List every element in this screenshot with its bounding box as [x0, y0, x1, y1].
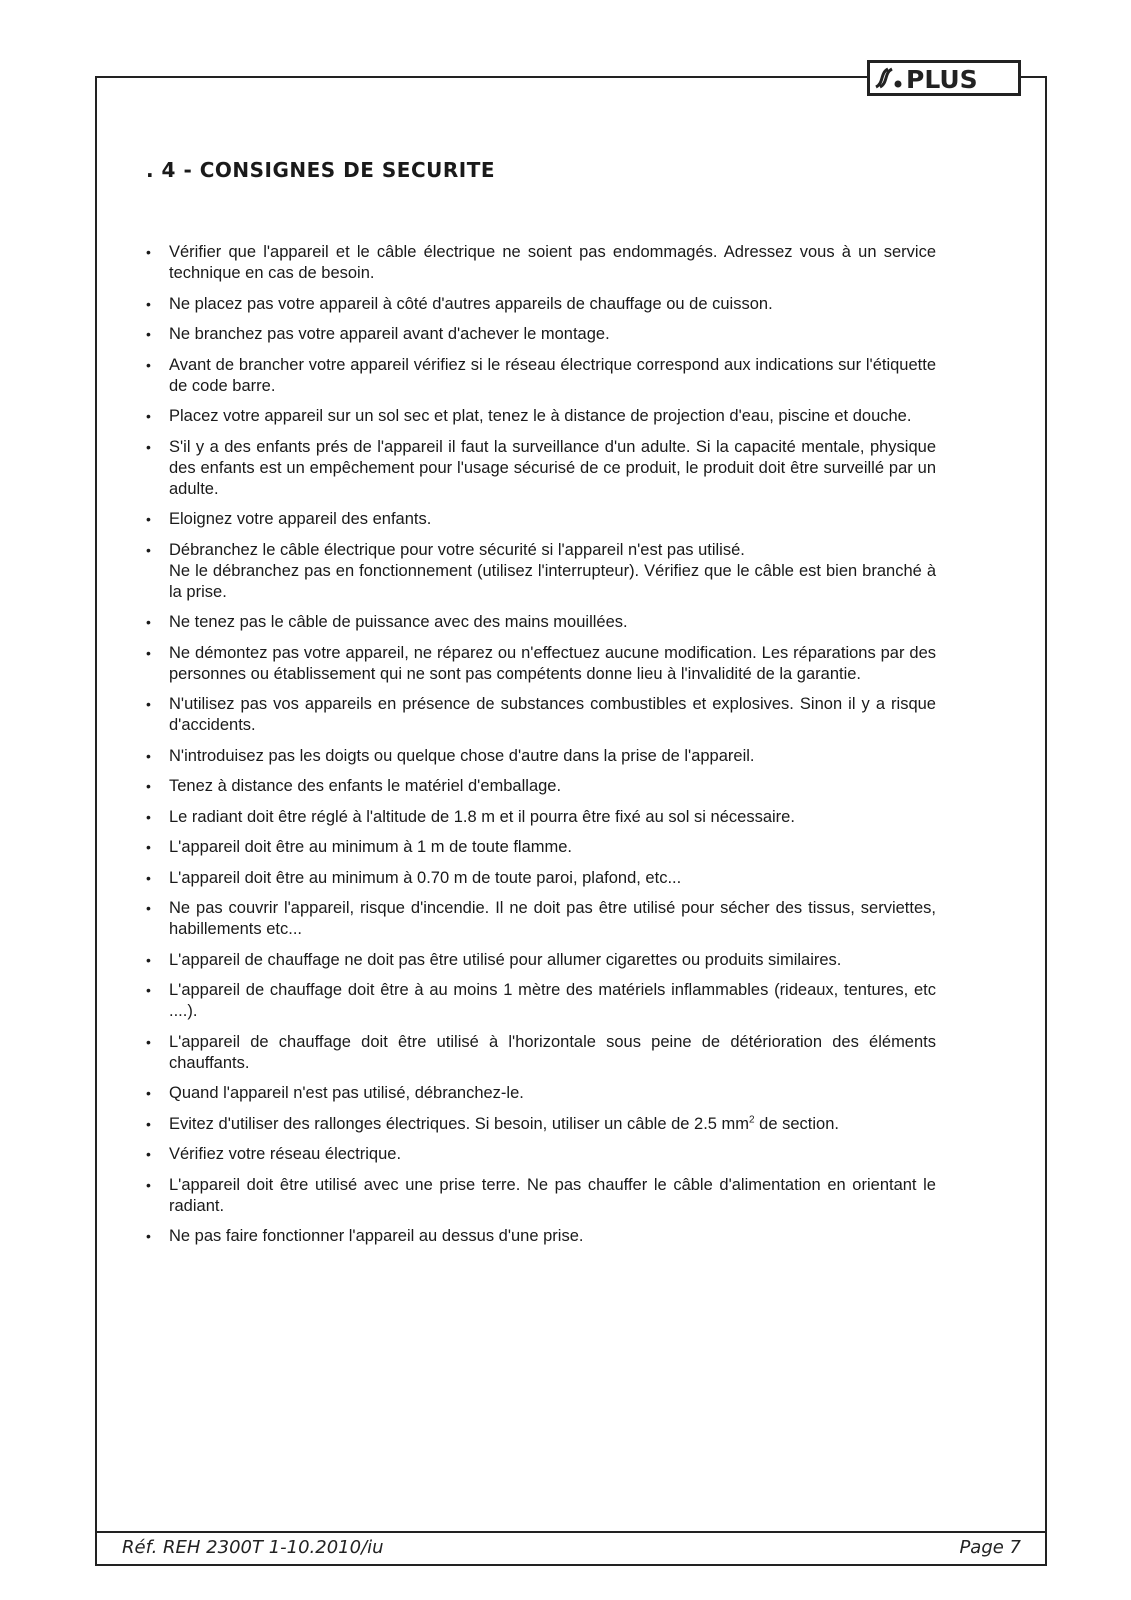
list-item-text: Ne branchez pas votre appareil avant d'achever le montage. [169, 325, 610, 343]
list-item [146, 1114, 936, 1135]
bullet-icon: • [146, 869, 151, 886]
list-item-text: L'appareil de chauffage ne doit pas être utilisé pour allumer cigarettes ou produits similaires. [169, 950, 842, 969]
list-item [146, 1144, 936, 1165]
list-item-text: Evitez d'utiliser des rallonges électriques. Si besoin, utiliser un câble de 2.5 mm [169, 1114, 750, 1133]
list-item [146, 950, 936, 971]
bullet-icon: • [146, 778, 151, 794]
list-item [146, 694, 936, 736]
bullet-icon: • [146, 747, 151, 764]
list-item-text: Vérifiez votre réseau électrique. [169, 1145, 402, 1163]
list-item-text: Placez votre appareil sur un sol sec et plat, tenez le à distance de projection d'eau, piscine et douche. [169, 407, 912, 425]
list-item-text: L'appareil de chauffage doit être utilisé à l'horizontale sous peine de détérioration des éléments chauffants. [169, 1032, 936, 1072]
bullet-icon: • [146, 244, 151, 260]
section-title: . 4 - CONSIGNES DE SECURITE [146, 158, 496, 182]
list-item [146, 746, 936, 767]
bullet-icon: • [146, 839, 151, 855]
list-item [146, 837, 936, 858]
footer-reference: Réf. REH 2300T 1-10.2010/iu [122, 1537, 384, 1558]
list-item [146, 980, 936, 1022]
list-item-text: Eloignez votre appareil des enfants. [169, 510, 432, 528]
list-item [146, 509, 936, 530]
brand-logo [867, 60, 1021, 96]
bullet-icon: • [146, 900, 151, 916]
footer-rule [95, 1531, 1047, 1533]
list-item [146, 540, 936, 603]
list-item-text: L'appareil doit être au minimum à 0.70 m de toute paroi, plafond, etc... [169, 868, 682, 887]
bullet-icon: • [146, 696, 151, 712]
list-item-text: L'appareil de chauffage doit être à au moins 1 mètre des matériels inflammables (rideaux, tentures, etc ....). [169, 981, 936, 1020]
list-item [146, 898, 936, 940]
list-item-text: Avant de brancher votre appareil vérifiez si le réseau électrique correspond aux indications sur l'étiquette de code barre. [169, 355, 936, 395]
bullet-icon: • [146, 1228, 151, 1244]
page-number: Page 7 [959, 1537, 1021, 1558]
logo-text: PLUS [906, 65, 978, 93]
bullet-icon: • [146, 808, 151, 825]
bullet-icon: • [146, 511, 151, 527]
list-item [146, 242, 936, 284]
list-item [146, 868, 936, 889]
list-item-continuation: Ne le débranchez pas en fonctionnement (utilisez l'interrupteur). Vérifiez que le câble est bien branché à la prise. [169, 561, 936, 601]
list-item [146, 1226, 936, 1247]
bullet-icon: • [146, 614, 151, 630]
list-item [146, 406, 936, 427]
list-item-text: Débranchez le câble électrique pour votre sécurité si l'appareil n'est pas utilisé. [169, 540, 745, 559]
list-item [146, 807, 936, 828]
bullet-icon: • [146, 541, 151, 558]
bullet-icon: • [146, 644, 151, 661]
bullet-icon: • [146, 1033, 151, 1050]
list-item-text: Le radiant doit être réglé à l'altitude de 1.8 m et il pourra être fixé au sol si nécessaire. [169, 807, 795, 826]
bullet-icon: • [146, 295, 151, 312]
list-item-text: L'appareil doit être utilisé avec une prise terre. Ne pas chauffer le câble d'alimentation en orientant le radiant. [169, 1175, 936, 1215]
list-item-text: L'appareil doit être au minimum à 1 m de toute flamme. [169, 838, 573, 856]
list-item [146, 612, 936, 633]
list-item-text: N'utilisez pas vos appareils en présence de substances combustibles et explosives. Sinon il y a risque d'accidents. [169, 695, 936, 734]
list-item [146, 437, 936, 500]
list-item [146, 324, 936, 345]
list-item-text: Ne pas faire fonctionner l'appareil au dessus d'une prise. [169, 1227, 584, 1245]
list-item [146, 1032, 936, 1074]
bullet-icon: • [146, 1085, 151, 1101]
list-item [146, 294, 936, 315]
bullet-icon: • [146, 982, 151, 998]
list-item-text-end: de section. [754, 1114, 839, 1133]
safety-instructions-list [146, 242, 936, 1257]
bullet-icon: • [146, 326, 151, 342]
superscript: 2 [749, 1114, 755, 1125]
bullet-icon: • [146, 951, 151, 968]
bullet-icon: • [146, 1115, 151, 1132]
list-item-text: Tenez à distance des enfants le matériel d'emballage. [169, 777, 562, 795]
list-item-text: Ne démontez pas votre appareil, ne réparez ou n'effectuez aucune modification. Les réparations par des personnes ou établissement qui ne sont pas compétents donne lieu à l'invalidité de la garantie. [169, 643, 936, 683]
list-item-text: Ne placez pas votre appareil à côté d'autres appareils de chauffage ou de cuisson. [169, 294, 773, 313]
list-item-text: S'il y a des enfants prés de l'appareil il faut la surveillance d'un adulte. Si la capacité mentale, physique des enfants est un empêchement pour l'usage sécurisé de ce produit, le produit doit être surveillé par un adulte. [169, 437, 936, 498]
list-item [146, 643, 936, 685]
bullet-icon: • [146, 356, 151, 373]
list-item-text: N'introduisez pas les doigts ou quelque chose d'autre dans la prise de l'appareil. [169, 746, 755, 765]
list-item-text: Ne tenez pas le câble de puissance avec des mains mouillées. [169, 613, 628, 631]
list-item-text: Quand l'appareil n'est pas utilisé, débranchez-le. [169, 1084, 524, 1102]
s-plus-logo-icon [870, 63, 1018, 93]
bullet-icon: • [146, 438, 151, 455]
list-item-text: Vérifier que l'appareil et le câble électrique ne soient pas endommagés. Adressez vous à un service technique en cas de besoin. [169, 243, 936, 282]
list-item [146, 776, 936, 797]
list-item-text: Ne pas couvrir l'appareil, risque d'incendie. Il ne doit pas être utilisé pour sécher des tissus, serviettes, habillements etc... [169, 899, 936, 938]
bullet-icon: • [146, 408, 151, 424]
bullet-icon: • [146, 1146, 151, 1162]
list-item [146, 1083, 936, 1104]
list-item [146, 355, 936, 397]
list-item [146, 1175, 936, 1217]
bullet-icon: • [146, 1176, 151, 1193]
